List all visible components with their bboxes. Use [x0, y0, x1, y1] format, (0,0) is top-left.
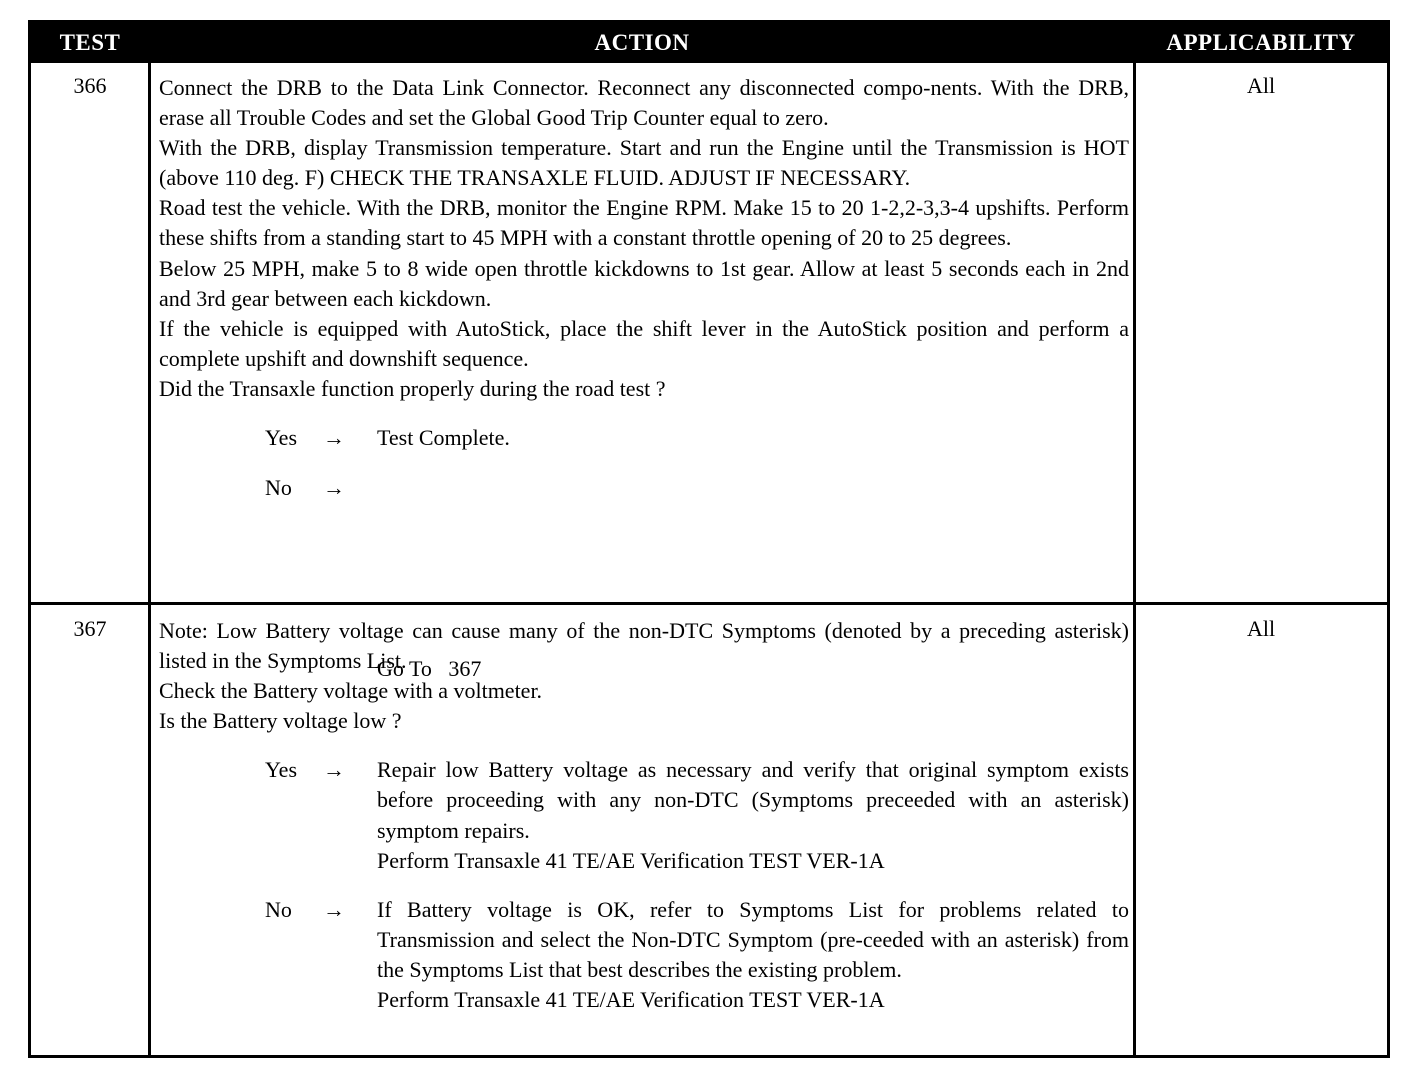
result-text: If Battery voltage is OK, refer to Symptoms List for problems related to Transmission and select the Non-DTC Symptom (pre-ceeded with an asterisk) from the Symptoms List that best describes the existing problem.: [377, 896, 1129, 982]
choice-result: [377, 423, 1129, 453]
test-number: 366: [73, 73, 107, 98]
choice-no: [265, 895, 1129, 1015]
header-test: TEST: [59, 30, 121, 55]
choice-yes: [265, 423, 1129, 453]
action-paragraph: Note: Low Battery voltage can cause many of the non-DTC Symptoms (denoted by a preceding asterisk) listed in the Symptoms List.: [159, 618, 1129, 674]
action-paragraph: Connect the DRB to the Data Link Connector. Reconnect any disconnected compo-nents. With the DRB, erase all Trouble Codes and set the Global Good Trip Counter equal to zero.: [159, 75, 1129, 131]
action-paragraph: Road test the vehicle. With the DRB, monitor the Engine RPM. Make 15 to 20 1-2,2-3,3-4 upshifts. Perform these shifts from a standing start to 45 MPH with a constant throttle opening of 20 to 25 degrees.: [159, 195, 1129, 251]
applicability-value: All: [1246, 73, 1276, 98]
test-number: 367: [73, 616, 107, 641]
choice-answer: Yes: [265, 757, 298, 783]
action-paragraph: With the DRB, display Transmission temperature. Start and run the Engine until the Transmission is HOT (above 110 deg. F) CHECK THE TRANSAXLE FLUID. ADJUST IF NECESSARY.: [159, 135, 1129, 191]
action-cell: [159, 616, 1129, 1015]
choice-answer: No: [265, 475, 292, 501]
choice-yes: [265, 755, 1129, 875]
result-text: Test Complete.: [377, 425, 510, 451]
column-divider: [1133, 63, 1136, 1055]
action-question: Is the Battery voltage low ?: [159, 708, 402, 734]
choice-result: [377, 755, 1129, 875]
header-applicability: APPLICABILITY: [1166, 30, 1356, 55]
choice-result: [377, 895, 1129, 1015]
arrow-icon: →: [323, 896, 345, 922]
action-question: Did the Transaxle function properly during the road test ?: [159, 375, 666, 401]
action-paragraph: If the vehicle is equipped with AutoStick, place the shift lever in the AutoStick position and perform a complete upshift and downshift sequence.: [159, 315, 1129, 371]
result-text: Perform Transaxle 41 TE/AE Verification TEST VER-1A: [377, 847, 885, 873]
result-text: Go To 367: [377, 655, 482, 681]
header-action: ACTION: [594, 30, 690, 55]
choice-answer: No: [265, 896, 292, 922]
arrow-icon: →: [323, 475, 345, 501]
result-text: Repair low Battery voltage as necessary and verify that original symptom exists before proceeding with any non-DTC (Symptoms preceeded with an asterisk) symptom repairs.: [377, 757, 1129, 843]
action-paragraph: Below 25 MPH, make 5 to 8 wide open throttle kickdowns to 1st gear. Allow at least 5 seconds each in 2nd and 3rd gear between each kickdown.: [159, 255, 1129, 311]
result-text: Perform Transaxle 41 TE/AE Verification TEST VER-1A: [377, 987, 885, 1013]
column-divider: [148, 63, 151, 1055]
table-header-row: [31, 23, 1387, 63]
arrow-icon: →: [323, 757, 345, 783]
applicability-value: All: [1246, 616, 1276, 641]
diagnostic-procedure-table: [28, 20, 1390, 1058]
action-paragraph: Check the Battery voltage with a voltmeter.: [159, 678, 543, 704]
arrow-icon: →: [323, 425, 345, 451]
choice-answer: Yes: [265, 425, 298, 451]
